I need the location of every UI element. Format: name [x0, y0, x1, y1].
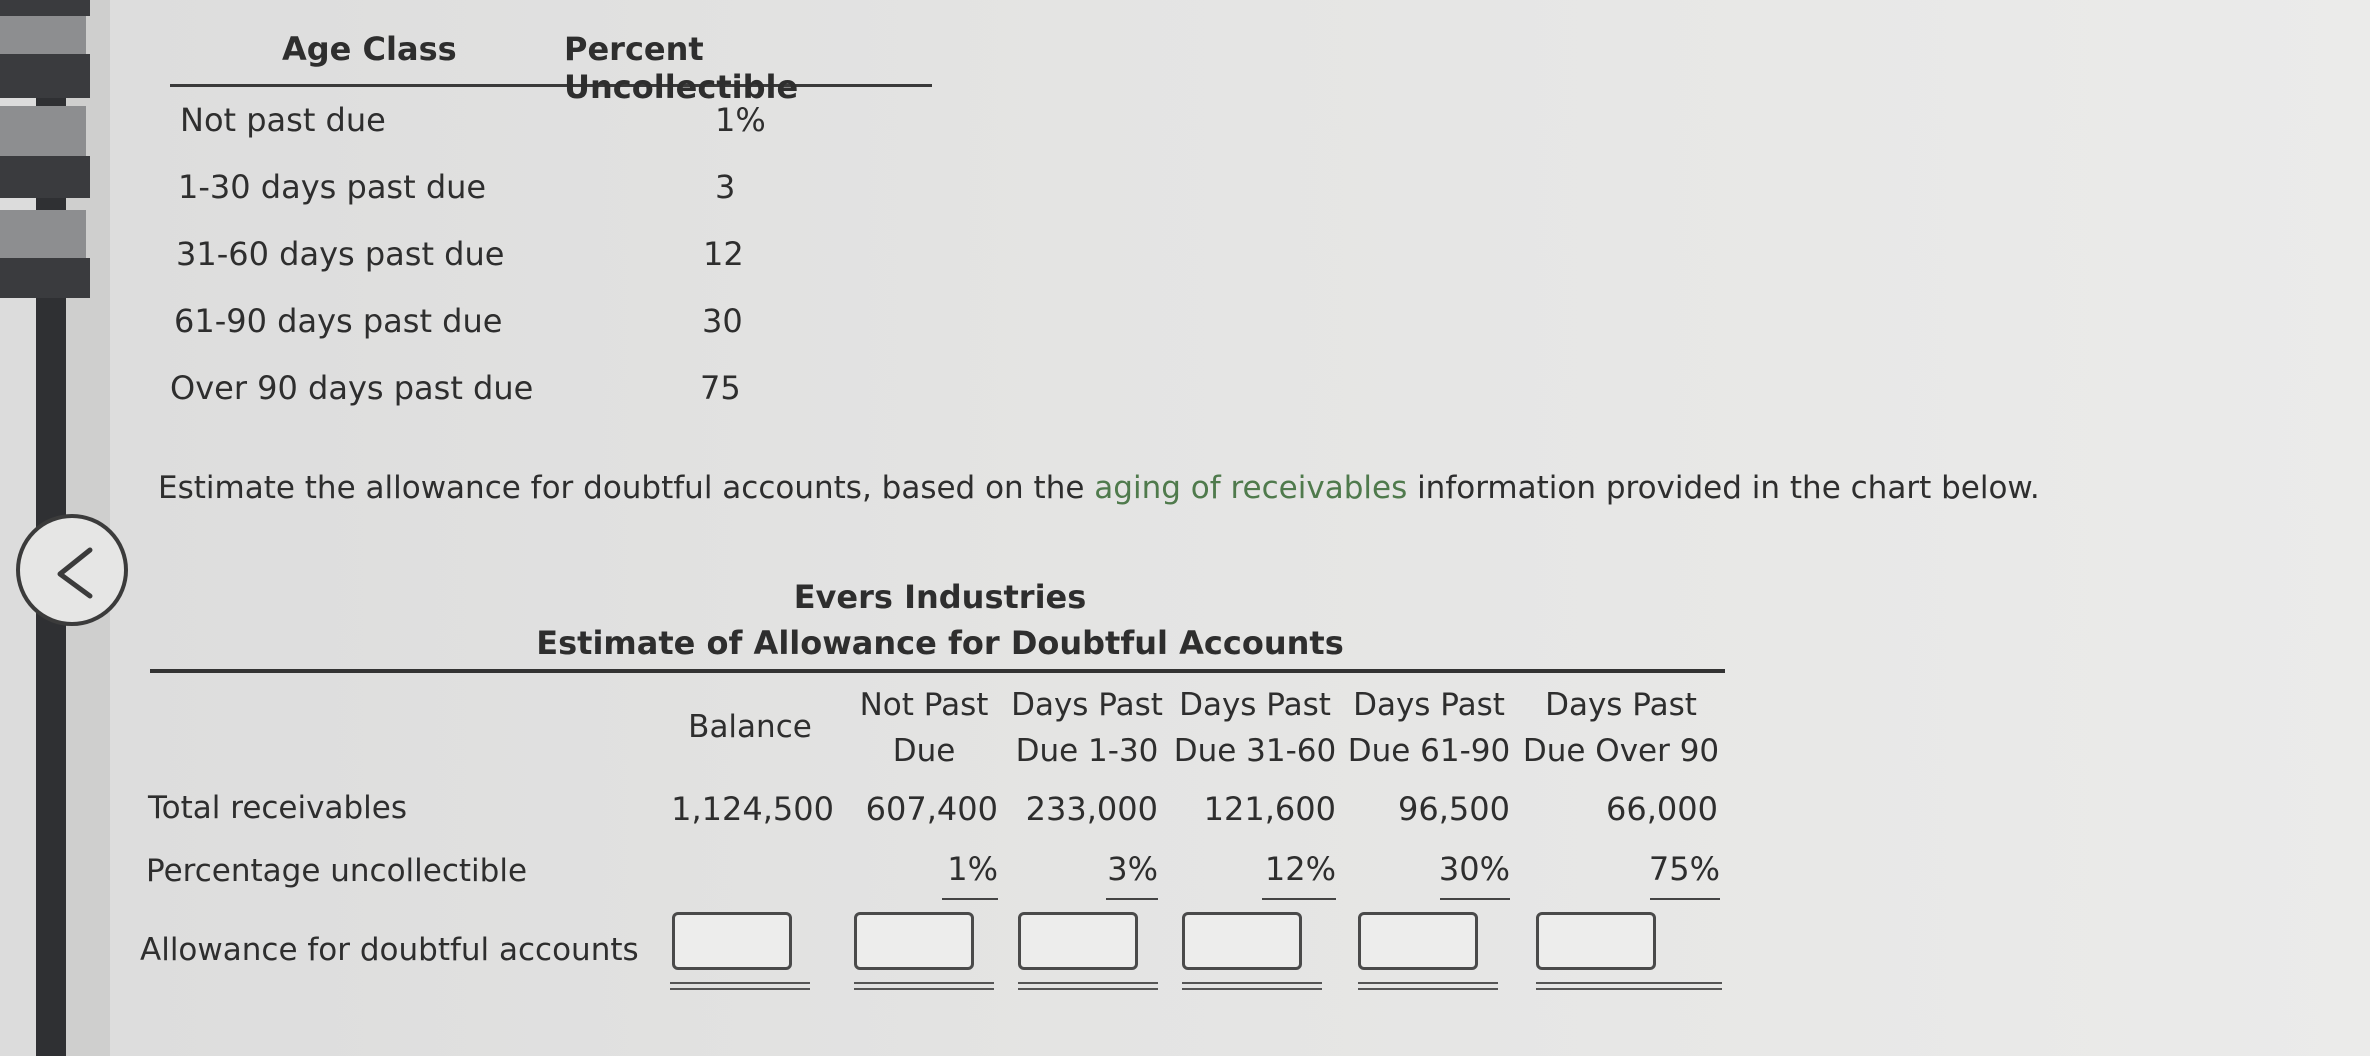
allowance-1-30-input[interactable]: [1018, 912, 1138, 970]
age-class-cell: 61-90 days past due: [174, 302, 503, 340]
sidebar-tab[interactable]: [0, 54, 90, 98]
percent-cell: 1%: [715, 101, 766, 139]
col-header-31-60: [1168, 682, 1342, 774]
report-title: Estimate of Allowance for Doubtful Accounts: [536, 624, 1344, 662]
double-underline: [670, 982, 810, 990]
pct-underline: [1650, 898, 1720, 900]
header-percent-uncollectible: Percent Uncollectible: [564, 30, 799, 106]
age-class-table: [170, 28, 932, 422]
pct-not-past-due: 1%: [947, 850, 998, 888]
total-61-90: 96,500: [1398, 790, 1510, 828]
col-header-1-30: [1006, 682, 1168, 774]
sidebar-tab[interactable]: [0, 16, 86, 54]
row-label-total-receivables: Total receivables: [148, 790, 407, 826]
age-class-cell: Not past due: [180, 101, 386, 139]
table-row: [170, 221, 932, 288]
age-class-cell: 1-30 days past due: [178, 168, 487, 206]
instruction-after: information provided in the chart below.: [1407, 470, 2040, 506]
sidebar-tab[interactable]: [0, 258, 90, 298]
percent-cell: 12: [703, 235, 744, 273]
double-underline: [1536, 982, 1722, 990]
col-header-61-90: [1342, 682, 1516, 774]
col-header-balance: [670, 704, 830, 750]
total-not-past-due: 607,400: [865, 790, 998, 828]
double-underline: [1358, 982, 1498, 990]
aging-of-receivables-link[interactable]: aging of receivables: [1094, 470, 1408, 506]
instruction-before: Estimate the allowance for doubtful accounts, based on the: [158, 470, 1095, 506]
pct-over-90: 75%: [1648, 850, 1720, 888]
pct-31-60: 12%: [1264, 850, 1336, 888]
col-header-not-past-due: [840, 682, 1008, 774]
row-label-percentage-uncollectible: Percentage uncollectible: [146, 853, 528, 889]
pct-underline: [1106, 898, 1158, 900]
table-row: [170, 87, 932, 154]
percent-cell: 75: [700, 369, 741, 407]
double-underline: [854, 982, 994, 990]
col-header-line2: Due 31-60: [1173, 733, 1337, 769]
allowance-over-90-input[interactable]: [1536, 912, 1656, 970]
company-name: Evers Industries: [793, 578, 1087, 616]
sidebar-tab[interactable]: [0, 156, 90, 198]
percent-cell: 30: [702, 302, 743, 340]
col-header-over-90: [1516, 682, 1726, 774]
col-header-line2: Due Over 90: [1522, 733, 1720, 769]
double-underline: [1018, 982, 1158, 990]
age-class-cell: Over 90 days past due: [170, 369, 534, 407]
pct-underline: [1440, 898, 1510, 900]
sidebar-tab[interactable]: [0, 0, 90, 16]
col-header-line1: Days Past: [1353, 687, 1505, 723]
pct-underline: [942, 898, 998, 900]
report-divider: [150, 669, 1725, 673]
allowance-61-90-input[interactable]: [1358, 912, 1478, 970]
age-class-cell: 31-60 days past due: [176, 235, 505, 273]
total-balance: 1,124,500: [671, 790, 834, 828]
allowance-31-60-input[interactable]: [1182, 912, 1302, 970]
allowance-not-past-due-input[interactable]: [854, 912, 974, 970]
double-underline: [1182, 982, 1322, 990]
sidebar-tab[interactable]: [0, 210, 86, 258]
total-over-90: 66,000: [1606, 790, 1718, 828]
row-label-allowance: Allowance for doubtful accounts: [140, 932, 639, 968]
col-header-line2: Due: [892, 733, 956, 769]
col-header-line1: Days Past: [1179, 687, 1331, 723]
table-row: [170, 355, 932, 422]
total-31-60: 121,600: [1203, 790, 1336, 828]
total-1-30: 233,000: [1025, 790, 1158, 828]
col-header-line2: Due 1-30: [1015, 733, 1159, 769]
col-header-line1: Days Past: [1545, 687, 1697, 723]
pct-61-90: 30%: [1438, 850, 1510, 888]
table-row: [170, 288, 932, 355]
header-age-class: Age Class: [282, 30, 457, 68]
pct-underline: [1262, 898, 1336, 900]
percent-cell: 3: [715, 168, 736, 206]
table-row: [170, 154, 932, 221]
age-table-header: [170, 28, 932, 106]
col-header-line1: Days Past: [1011, 687, 1163, 723]
sidebar-tab[interactable]: [0, 106, 86, 156]
allowance-balance-input[interactable]: [672, 912, 792, 970]
col-header-line2: Due 61-90: [1347, 733, 1511, 769]
instruction-text: [158, 470, 2040, 506]
pct-1-30: 3%: [1107, 850, 1158, 888]
col-header-line1: Balance: [688, 709, 812, 745]
col-header-line1: Not Past: [859, 687, 989, 723]
